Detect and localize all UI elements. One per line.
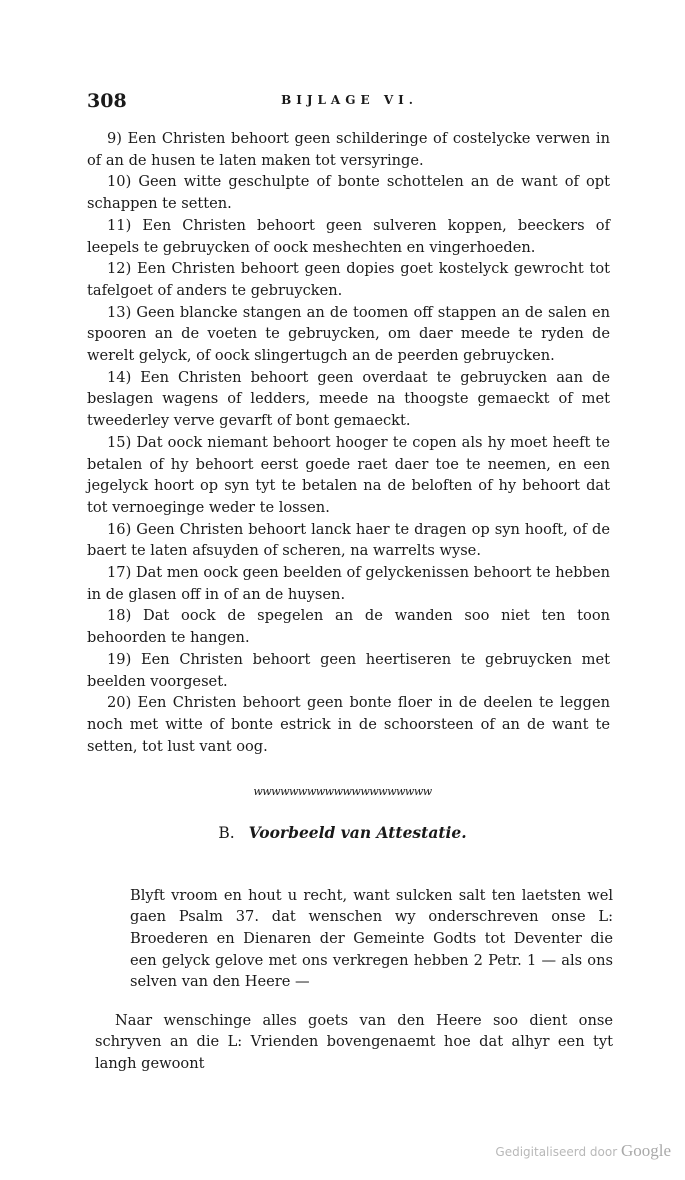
rule-entry-14: 14) Een Christen behoort geen overdaat te gebruycken aan de beslagen wagens of ledders, meede na thoogste gemaeckt of met tweederley verve gevarft of bont gemaeckt. xyxy=(87,368,610,430)
rule-entry-16: 16) Geen Christen behoort lanck haer te dragen op syn hooft, of de baert te laten afsuyden of scheren, na warrelts wyse. xyxy=(87,520,610,560)
digitization-credit xyxy=(495,1141,671,1161)
rule-entry-11: 11) Een Christen behoort geen sulveren koppen, beeckers of leepels te gebruycken of oock meshechten en vingerhoeden. xyxy=(87,216,610,256)
rule-entry-20: 20) Een Christen behoort geen bonte floer in de deelen te leggen noch met witte of bonte estrick in de schoorsteen of an de want te setten, tot lust vant oog. xyxy=(87,694,610,755)
section-heading xyxy=(0,823,685,842)
closing-paragraph: Naar wenschinge alles goets van den Heere soo dient onse schryven an die L: Vrienden bovengenaemt hoe dat alhyr een tyt langh gewoont xyxy=(95,1011,613,1072)
section-divider-ornament: wwwwwwwwwwwwwwwwwwww xyxy=(253,785,432,798)
section-title: Voorbeeld van Attestatie. xyxy=(248,823,467,842)
rule-entry-9: 9) Een Christen behoort geen schilderinge of costelycke verwen in of an de husen te laten maken tot versyringe. xyxy=(87,130,610,169)
rules-list xyxy=(87,128,610,757)
rule-entry-10: 10) Geen witte geschulpte of bonte schottelen an de want of opt schappen te setten. xyxy=(87,173,610,213)
rule-entry-17: 17) Dat men oock geen beelden of gelyckenissen behoort te hebben in de glasen off in of an de huysen. xyxy=(87,564,610,603)
rule-entry-12: 12) Een Christen behoort geen dopies goet kostelyck gewrocht tot tafelgoet of anders te gebruycken. xyxy=(87,260,610,299)
credit-prefix: Gedigitaliseerd door xyxy=(495,1145,618,1159)
page-header xyxy=(87,90,612,116)
section-letter: B. xyxy=(218,824,235,842)
running-head: BIJLAGE VI. xyxy=(281,93,418,107)
page-number: 308 xyxy=(87,90,127,112)
rule-entry-19: 19) Een Christen behoort geen heertiseren te gebruycken met beelden voorgeset. xyxy=(87,650,610,690)
rule-entry-13: 13) Geen blancke stangen an de toomen off stappen an de salen en spooren an de voeten te gebruycken, om daer meede te ryden de werelt gelyck, of oock slingertugch an de peerden gebruycken. xyxy=(87,303,610,365)
rule-entry-18: 18) Dat oock de spegelen an de wanden soo niet ten toon behoorden te hangen. xyxy=(87,607,610,647)
google-logo-text: Google xyxy=(620,1141,671,1160)
rule-entry-15: 15) Dat oock niemant behoort hooger te copen als hy moet heeft te betalen of hy behoort eerst goede raet daer toe te neemen, en een jegelyck hoort op syn tyt te betalen na de beloften of hy behoort dat tot vernoeginge weder te lossen. xyxy=(87,433,610,516)
attestation-quote: Blyft vroom en hout u recht, want sulcken salt ten laetsten wel gaen Psalm 37. dat wenschen wy onderschreven onse L: Broederen en Dienaren der Gemeinte Godts tot Deventer die een gelyck gelove met ons verkregen hebben 2 Petr. 1 — als ons selven van den Heere — xyxy=(130,886,613,991)
